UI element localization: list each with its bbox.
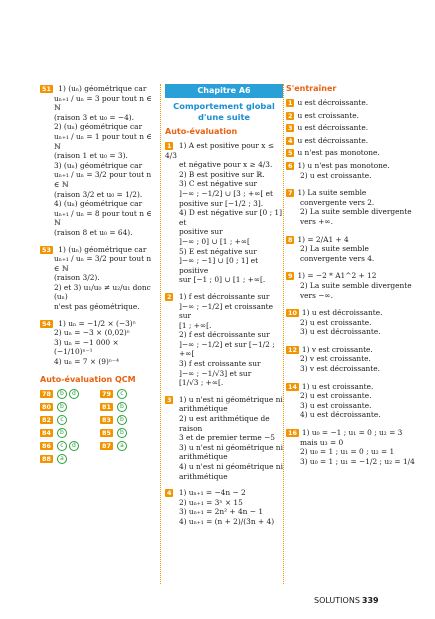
exercise-54 — [40, 319, 155, 367]
exercise-number: 10 — [288, 309, 297, 318]
exercise-line: [1 ; +∞[. — [179, 320, 212, 330]
exercise-line: 3 et de premier terme −5 — [179, 433, 275, 443]
exercise-number: 4 — [288, 136, 293, 145]
exercise-line: 4) u n'est ni géométrique ni — [179, 462, 283, 471]
qcm-item — [40, 441, 100, 451]
exercise-line: 2) u est croissante. — [300, 170, 372, 180]
exercise-line: [1/√3 ; +∞[. — [179, 378, 224, 388]
qcm-number: 88 — [42, 454, 51, 463]
footer-label: SOLUTIONS — [314, 596, 360, 605]
qcm-item — [40, 454, 100, 464]
exercise-number: 2 — [288, 111, 293, 120]
exercise-line: 2) La suite semble divergente — [300, 207, 412, 217]
exercise-line: arithmétique — [179, 471, 228, 481]
exercise-line: 2) f est décroissante sur — [179, 330, 270, 340]
exercise-7 — [286, 188, 418, 226]
chapter-title: Comportement global d'une suite — [173, 101, 275, 122]
exercise-number: 9 — [288, 272, 293, 281]
exercise-line: ]−∞ ; −1] ∪ [0 ; 1] et positive — [179, 256, 259, 275]
exercise-number: 6 — [288, 161, 293, 170]
exercise-5 — [286, 148, 418, 158]
exercise-line: ]−∞ ; 0] ∪ [1 ; +∞[ — [179, 236, 250, 246]
exercise-line: 1) A est positive pour x ≤ 4/3 — [165, 141, 275, 160]
exercise-line: ]−∞ ; −1/√3] et sur — [179, 368, 252, 378]
exercise-line: 2) u₀ = 1 ; u₁ = 0 ; u₂ = 1 — [300, 447, 395, 457]
qcm-item — [40, 415, 100, 425]
exercise-line: ]−∞ ; −1/2] et sur [−1/2 ; +∞[ — [179, 339, 275, 359]
qcm-item — [40, 428, 100, 438]
exercise-14 — [286, 382, 418, 420]
qcm-number: 87 — [102, 441, 111, 450]
qcm-answer-circle: b — [117, 402, 127, 412]
exercise-number: 12 — [288, 345, 297, 354]
page-footer — [314, 596, 379, 605]
exercise-line: uₙ₊₁ / uₙ = 3/2 pour tout n ∈ ℕ — [54, 254, 152, 273]
exercise-number: 1 — [288, 99, 293, 107]
exercise-2 — [286, 111, 418, 121]
exercise-line: 1) u est décroissante. — [301, 308, 383, 318]
exercise-2 — [165, 292, 283, 388]
exercise-number: 54 — [42, 319, 51, 328]
exercise-line: 1) uₙ = −1/2 × (−3)ⁿ — [58, 318, 136, 328]
qcm-number: 78 — [42, 389, 51, 398]
qcm-item — [100, 441, 160, 451]
qcm-answer-circle: b — [57, 402, 67, 412]
qcm-answer-circle: c — [57, 441, 67, 451]
exercise-line: positive sur — [179, 227, 223, 237]
exercise-line: 4) uₙ = 7 × (9)ⁿ⁻⁴ — [54, 357, 119, 367]
exercise-number: 16 — [288, 429, 297, 438]
exercise-number: 14 — [288, 382, 297, 391]
exercise-line: 1) (uₙ) géométrique car — [58, 244, 147, 254]
exercise-number: 53 — [42, 245, 51, 254]
qcm-item — [40, 389, 100, 399]
qcm-number: 79 — [102, 389, 111, 398]
exercise-line: 2) uₙ = −3 × (0,02)ⁿ — [54, 328, 130, 338]
column-2 — [165, 84, 283, 534]
exercise-line: u n'est pas monotone. — [297, 148, 380, 158]
exercise-line: convergente vers 4. — [300, 253, 375, 263]
exercise-line: 2) u est arithmétique de raison — [179, 414, 270, 433]
exercise-line: u est croissante. — [297, 110, 359, 120]
exercise-line: 1) uₙ₊₁ = −4n − 2 — [178, 488, 246, 498]
qcm-item — [100, 402, 160, 412]
exercise-line: (raison 3 et u₀ = −4). — [54, 112, 135, 122]
exercise-16 — [286, 428, 418, 466]
exercise-line: 2) La suite semble divergente — [300, 280, 412, 290]
exercise-line: 1) u n'est pas monotone. — [297, 160, 390, 170]
exercise-line: 3) u₀ = 1 ; u₁ = −1/2 ; u₂ = 1/4 — [300, 456, 415, 466]
exercise-line: arithmétique — [179, 452, 228, 462]
exercise-line: 1) = 2/A1 + 4 — [297, 234, 349, 244]
exercise-line: (raison 8 et u₀ = 64). — [54, 227, 133, 237]
exercise-line: et négative pour x ≥ 4/3. — [179, 160, 273, 170]
qcm-answer-circle: d — [69, 441, 79, 451]
exercise-line: ]−∞ ; −1/2] ∪ [3 ; +∞[ et — [179, 188, 273, 198]
qcm-item — [40, 402, 100, 412]
qcm-number: 85 — [102, 428, 111, 437]
exercise-53 — [40, 245, 155, 312]
exercise-line: u est décroissante. — [297, 98, 369, 107]
column-divider-right — [283, 84, 284, 584]
chapter-band: Chapitre A6 — [165, 84, 283, 98]
qcm-answer-circle: d — [69, 389, 79, 399]
exercise-line: positive sur [−1/2 ; 3]. — [179, 198, 264, 208]
exercise-line: u est décroissante. — [297, 123, 369, 133]
exercise-number: 3 — [288, 124, 293, 133]
qcm-answer-circle: a — [57, 454, 67, 464]
qcm-answer-circle: b — [117, 415, 127, 425]
exercise-4 — [165, 488, 283, 526]
exercise-number: 7 — [288, 189, 293, 198]
exercise-1 — [165, 141, 283, 285]
exercise-line: 3) v est décroissante. — [300, 364, 380, 374]
exercise-line: 1) = −2 * A1^2 + 12 — [297, 271, 377, 281]
exercise-line: 3) u est croissante. — [300, 400, 372, 410]
exercise-line: 4) uₙ₊₁ = (n + 2)/(3n + 4) — [179, 516, 275, 526]
exercise-line: uₙ₊₁ / uₙ = 3 pour tout n ∈ ℕ — [54, 93, 152, 113]
exercise-line: 2) (uₙ) géométrique car — [54, 122, 143, 132]
exercise-line: sur [−1 ; 0] ∪ [1 ; +∞[. — [179, 275, 266, 285]
exercise-line: 3) uₙ₊₁ = 2n² + 4n − 1 — [179, 507, 264, 517]
exercise-6 — [286, 161, 418, 180]
exercise-line: 3) u est décroissante. — [300, 327, 381, 337]
exercise-9 — [286, 271, 418, 300]
exercise-51 — [40, 84, 155, 238]
exercise-10 — [286, 308, 418, 337]
exercise-4 — [286, 136, 418, 146]
exercise-number: 4 — [167, 489, 172, 498]
exercise-line: mais u₃ = 0 — [300, 437, 344, 447]
exercise-line: 1) La suite semble — [297, 188, 367, 198]
exercise-number: 2 — [167, 292, 172, 301]
exercise-line: uₙ₊₁ / uₙ = 1 pour tout n ∈ ℕ — [54, 131, 152, 151]
qcm-section-title: Auto-évaluation QCM — [40, 374, 136, 384]
exercise-line: 3) u n'est ni géométrique ni — [179, 442, 283, 452]
exercise-number: 1 — [167, 142, 172, 150]
exercise-line: 1) u est croissante. — [301, 381, 374, 391]
exercise-line: 1) (uₙ) géométrique car — [58, 84, 147, 93]
exercise-number: 5 — [288, 149, 293, 158]
exercise-line: vers −∞. — [300, 290, 333, 300]
qcm-number: 84 — [42, 428, 51, 437]
exercise-line: 1) v est croissante. — [301, 344, 373, 354]
exercise-line: 2) u est croissante. — [300, 391, 372, 401]
exercise-line: (raison 3/2). — [54, 273, 100, 283]
exercise-line: (raison 1 et u₀ = 3). — [54, 151, 128, 161]
exercise-number: 8 — [288, 235, 293, 244]
section-title: Auto-évaluation — [165, 127, 238, 136]
page-number: 339 — [361, 596, 379, 605]
exercise-line: 4) D est négative sur [0 ; 1] et — [179, 208, 282, 227]
qcm-answer-circle: b — [57, 389, 67, 399]
qcm-item — [100, 428, 160, 438]
exercise-line: uₙ₊₁ / uₙ = 8 pour tout n ∈ ℕ — [54, 208, 152, 228]
exercise-line: 3) C est négative sur — [179, 179, 258, 189]
exercise-number: 51 — [42, 85, 51, 93]
qcm-answer-circle: c — [57, 415, 67, 425]
exercise-line: 1) f est décroissante sur — [178, 291, 270, 301]
exercise-line: convergente vers 2. — [300, 197, 375, 207]
exercise-line: 2) et 3) u₁/u₀ ≠ u₂/u₁ donc (uₙ) — [54, 282, 151, 302]
exercise-line: vers +∞. — [300, 216, 333, 226]
exercise-line: 2) B est positive sur ℝ. — [179, 169, 265, 179]
qcm-answer-circle: a — [117, 441, 127, 451]
section-title: S'entraîner — [286, 84, 337, 93]
qcm-grid — [40, 389, 155, 464]
exercise-line: 3) f est croissante sur — [179, 359, 261, 369]
qcm-number: 83 — [102, 415, 111, 424]
exercise-line: u est décroissante. — [297, 135, 369, 145]
solution-list — [286, 98, 418, 466]
qcm-number: 82 — [42, 415, 51, 424]
exercise-1 — [286, 98, 418, 108]
column-3 — [286, 84, 418, 474]
qcm-answer-circle: b — [117, 428, 127, 438]
exercise-line: 2) v est croissante. — [300, 354, 371, 364]
exercise-line: 3) uₙ = −1 000 × (−1/10)ⁿ⁻¹ — [54, 337, 119, 357]
exercise-line: 2) uₙ₊₁ = 3ⁿ × 15 — [179, 497, 243, 507]
exercise-line: 4) (uₙ) géométrique car — [54, 199, 143, 209]
exercise-3 — [165, 395, 283, 481]
exercise-8 — [286, 235, 418, 264]
qcm-answer-circle: c — [117, 389, 127, 399]
exercise-line: uₙ₊₁ / uₙ = 3/2 pour tout n ∈ ℕ — [54, 170, 152, 189]
exercise-line: (raison 3/2 et u₀ = 1/2). — [54, 189, 143, 199]
exercise-line: ]−∞ ; −1/2] et croissante sur — [179, 301, 274, 321]
exercise-line: 1) u n'est ni géométrique ni — [178, 394, 283, 404]
exercise-number: 3 — [167, 395, 172, 404]
exercise-3 — [286, 123, 418, 133]
exercise-line: arithmétique — [179, 404, 228, 414]
exercise-line: 2) La suite semble — [300, 244, 369, 254]
exercise-line: 5) E est négative sur — [179, 246, 257, 256]
qcm-number: 80 — [42, 402, 51, 411]
exercise-12 — [286, 345, 418, 374]
exercise-line: 2) u est croissante. — [300, 317, 372, 327]
exercise-line: 3) (uₙ) géométrique car — [54, 160, 143, 170]
qcm-answer-circle: b — [57, 428, 67, 438]
column-1 — [40, 84, 155, 464]
exercise-line: 4) u est décroissante. — [300, 410, 381, 420]
qcm-item — [100, 389, 160, 399]
exercise-line: n'est pas géométrique. — [54, 302, 140, 312]
exercise-line: 1) u₀ = −1 ; u₁ = 0 ; u₂ = 3 — [301, 428, 403, 438]
qcm-number: 81 — [102, 402, 111, 411]
column-divider-left — [160, 84, 161, 584]
qcm-number: 86 — [42, 441, 51, 450]
qcm-item — [100, 415, 160, 425]
